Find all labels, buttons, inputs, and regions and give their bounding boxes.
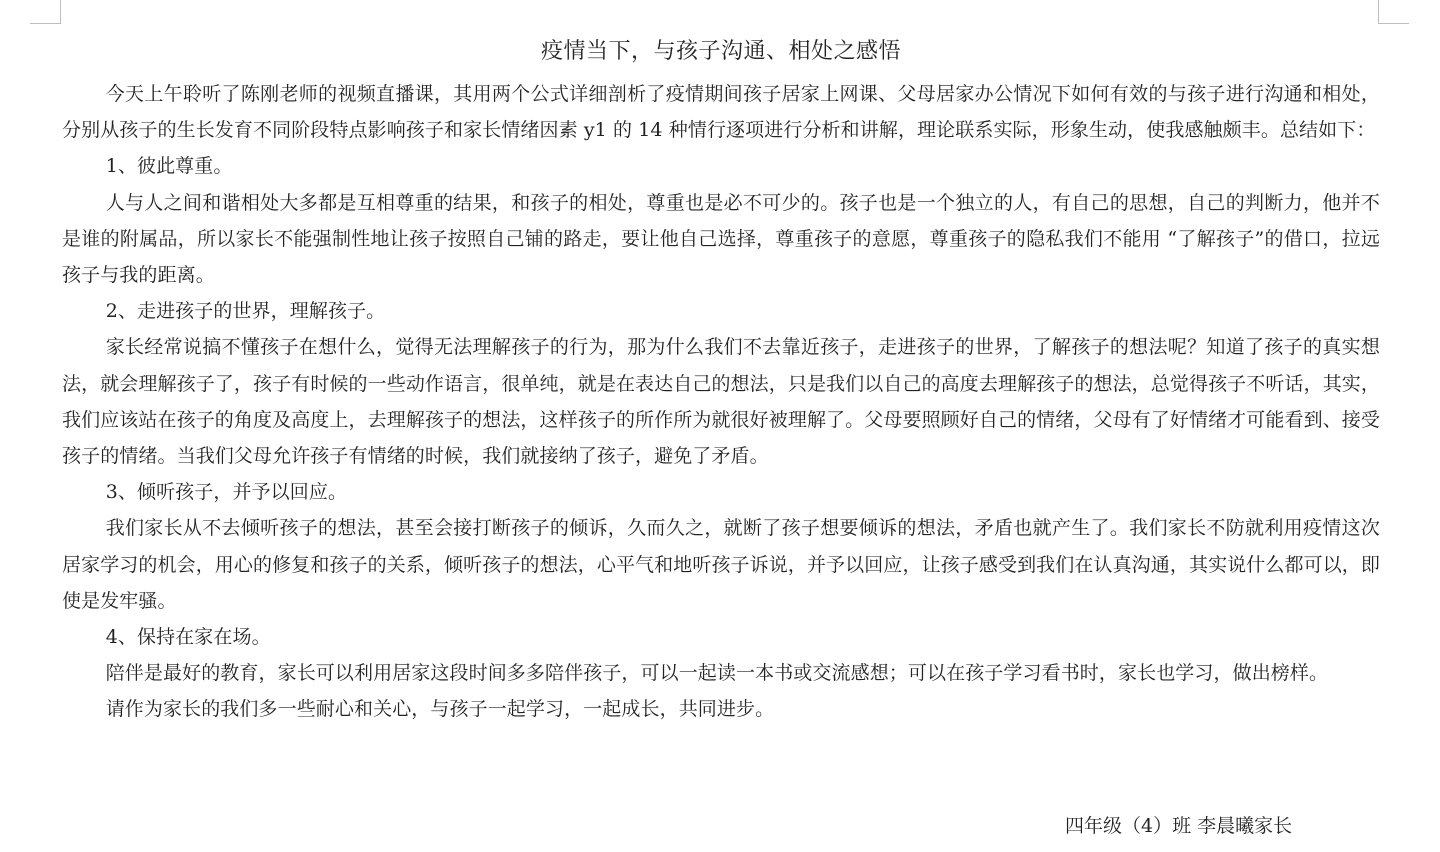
section-heading-2: 2、走进孩子的世界，理解孩子。: [105, 300, 386, 323]
signature: 四年级（4）班 李晨曦家长: [1065, 815, 1293, 837]
document-page: [62, 28, 1380, 728]
section-body-1: 人与人之间和谐相处大多都是互相尊重的结果，和孩子的相处，尊重也是必不可少的。孩子也是一个独立的人，有自己的思想，自己的判断力，他并不是谁的附属品，所以家长不能强制性地让孩子按照自己铺的路走，要让他自己选择，尊重孩子的意愿，尊重孩子的隐私我们不能用 “了解孩子”的借口，拉远孩子与我的距离。: [62, 191, 1380, 287]
document-title: 疫情当下，与孩子沟通、相处之感悟: [540, 39, 901, 64]
section-body-2: 家长经常说搞不懂孩子在想什么，觉得无法理解孩子的行为，那为什么我们不去靠近孩子，走进孩子的世界，了解孩子的想法呢？知道了孩子的真实想法，就会理解孩子了，孩子有时候的一些动作语言，很单纯，就是在表达自己的想法，只是我们以自己的高度去理解孩子的想法，总觉得孩子不听话，其实，我们应该站在孩子的角度及高度上，去理解孩子的想法，这样孩子的所作所为就很好被理解了。父母要照顾好自己的情绪，父母有了好情绪才可能看到、接受孩子的情绪。当我们父母允许孩子有情绪的时候，我们就接纳了孩子，避免了矛盾。: [62, 336, 1380, 468]
page-corner-mark-top-left: [30, 0, 61, 24]
page-corner-mark-top-right: [1378, 0, 1409, 24]
section-heading-4: 4、保持在家在场。: [105, 626, 271, 649]
intro-paragraph: 今天上午聆听了陈刚老师的视频直播课，其用两个公式详细剖析了疫情期间孩子居家上网课、父母居家办公情况下如何有效的与孩子进行沟通和相处，分别从孩子的生长发育不同阶段特点影响孩子和家长情绪因素 y1 的 14 种情行逐项进行分析和讲解，理论联系实际，形象生动，使我感触颇丰。总结如下：: [62, 83, 1380, 142]
section-heading-3: 3、倾听孩子，并予以回应。: [105, 481, 348, 504]
section-body-4: 陪伴是最好的教育，家长可以利用居家这段时间多多陪伴孩子，可以一起读一本书或交流感想；可以在孩子学习看书时，家长也学习，做出榜样。: [105, 662, 1329, 685]
section-body-3: 我们家长从不去倾听孩子的想法，甚至会接打断孩子的倾诉，久而久之，就断了孩子想要倾诉的想法，矛盾也就产生了。我们家长不防就利用疫情这次居家学习的机会，用心的修复和孩子的关系，倾听孩子的想法，心平气和地听孩子诉说，并予以回应，让孩子感受到我们在认真沟通，其实说什么都可以，即使是发牢骚。: [62, 517, 1380, 612]
closing-paragraph: 请作为家长的我们多一些耐心和关心，与孩子一起学习，一起成长，共同进步。: [105, 698, 775, 721]
section-heading-1: 1、彼此尊重。: [105, 155, 233, 178]
